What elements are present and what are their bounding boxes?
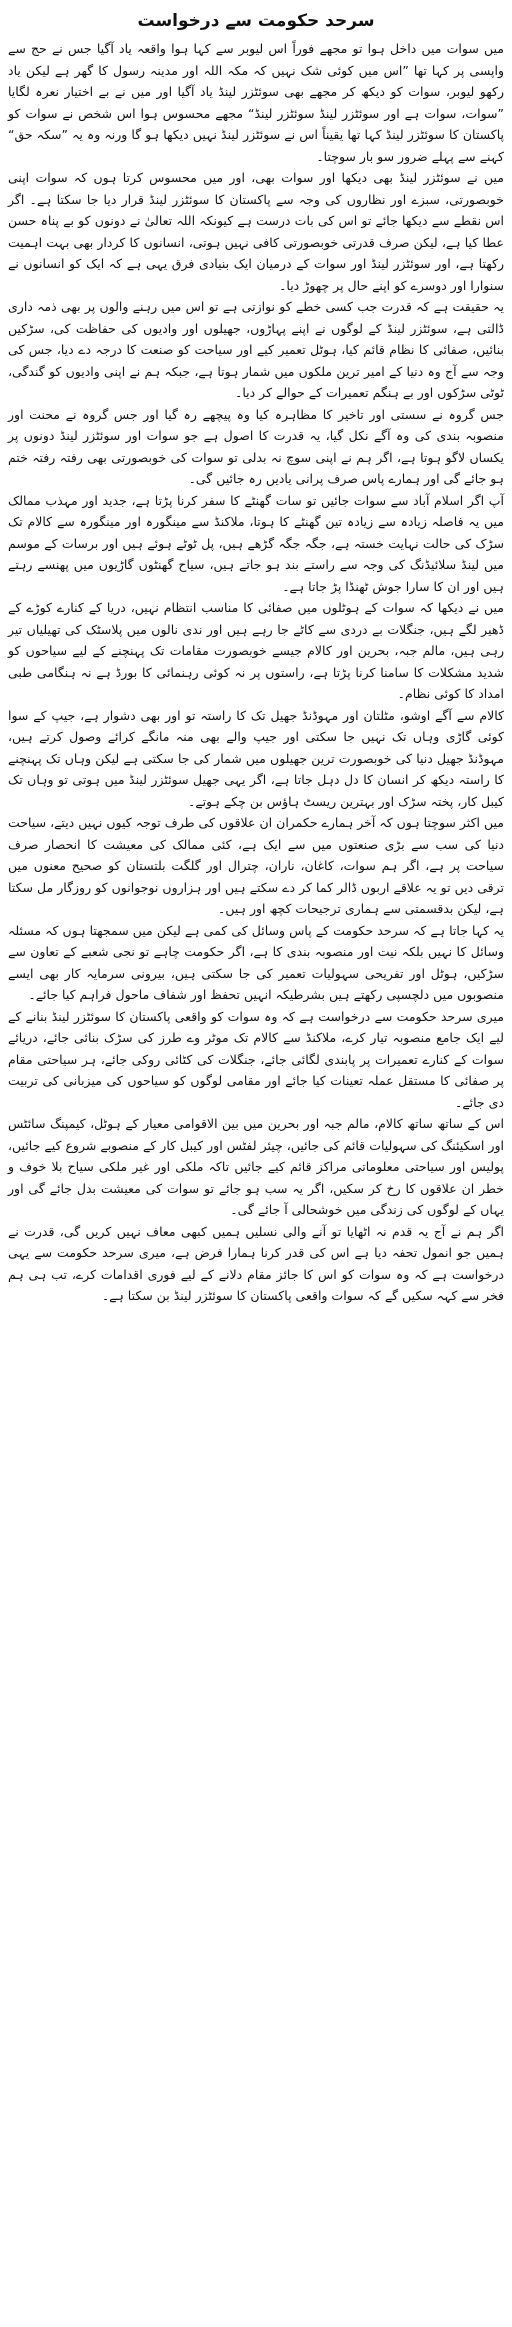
paragraph-11: اس کے ساتھ ساتھ کالام، مالم جبہ اور بحرین میں بین الاقوامی معیار کے ہوٹل، کیمپنگ سائٹس اور اسکیئنگ کی سہولیات قائم کی جائیں، چیئر لفٹس اور کیبل کار کے منصوبے شروع کیے جائیں، پولیس اور سیاحتی معلوماتی مراکز قائم کیے جائیں تاکہ ملکی اور غیر ملکی سیاح بلا خوف و خطر ان علاقوں کا رخ کر سکیں، اگر یہ سب ہو جائے تو سوات کی معیشت بدل جائے گی اور یہاں کے لوگوں کی زندگی میں خوشحالی آ جائے گی۔ (8, 1116, 504, 1217)
paragraph-4: جس گروہ نے سستی اور تاخیر کا مظاہرہ کیا وہ پیچھے رہ گیا اور جس گروہ نے محنت اور منصوبہ بندی کی وہ آگے نکل گیا، یہ قدرت کا اصول ہے جو سوات اور سوئٹزر لینڈ دونوں پر یکساں لاگو ہوتا ہے، اگر ہم نے اپنی سوچ نہ بدلی تو سوات کی خوبصورتی بھی رفتہ رفتہ ختم ہو جائے گی اور ہمارے پاس صرف پرانی یادیں رہ جائیں گی۔ (8, 406, 504, 486)
paragraph-2: میں نے سوئٹزر لینڈ بھی دیکھا اور سوات بھی، اور میں محسوس کرتا ہوں کہ سوات اپنی خوبصورتی، سبزے اور نظاروں کی وجہ سے پاکستان کا سوئٹزر لینڈ قرار دیا جا سکتا ہے۔ اگر اس نقطے سے دیکھا جائے تو اس کی بات درست ہے کیونکہ اللہ تعالیٰ نے دونوں کو بے پناہ حسن عطا کیا ہے، لیکن صرف قدرتی خوبصورتی کافی نہیں ہوتی، انسانوں کا کردار بھی بہت اہمیت رکھتا ہے، اور سوئٹزر لینڈ اور سوات کے درمیان ایک بنیادی فرق یہی ہے کہ ایک کو انسانوں نے سنوارا اور دوسرے کو اپنے حال پر چھوڑ دیا۔ (8, 170, 504, 293)
paragraph-1: میں سوات میں داخل ہوا تو مجھے فوراً اس لیوبر سے کہا ہوا واقعہ یاد آگیا جس نے حج سے واپسی پر کہا تھا ”اس میں کوئی شک نہیں کہ مکہ اللہ اور مدینہ رسول کا گھر ہے لیکن یاد رکھو لیوبر، سوات کو دیکھ کر مجھے بھی سوئٹزر لینڈ یاد آگیا اور میں نے بے اختیار نعرہ لگایا ”سوات، سوات ہے اور سوئٹزر لینڈ سوئٹزر لینڈ“ مجھے محسوس ہوا اس شخص نے سوات کو پاکستان کا سوئٹزر لینڈ کہا تھا یقیناً اس نے سوئٹزر لینڈ نہیں دیکھا ہو گا ورنہ وہ یہ ”سکہ حق“ کہنے سے پہلے ضرور سو بار سوچتا۔ (8, 41, 504, 164)
paragraph-12: اگر ہم نے آج یہ قدم نہ اٹھایا تو آنے والی نسلیں ہمیں کبھی معاف نہیں کریں گی، قدرت نے ہمیں جو انمول تحفہ دیا ہے اس کی قدر کرنا ہمارا فرض ہے، میری سرحد حکومت سے یہی درخواست ہے کہ وہ سوات کو اس کا جائز مقام دلانے کے لیے فوری اقدامات کرے، تب ہی ہم فخر سے کہہ سکیں گے کہ سوات واقعی پاکستان کا سوئٹزر لینڈ بن سکتا ہے۔ (8, 1223, 504, 1303)
paragraph-6: میں نے دیکھا کہ سوات کے ہوٹلوں میں صفائی کا مناسب انتظام نہیں، دریا کے کنارے کوڑے کے ڈھیر لگے ہیں، جنگلات بے دردی سے کاٹے جا رہے ہیں اور ندی نالوں میں پلاسٹک کی تھیلیاں تیر رہی ہیں، مالم جبہ، بحرین اور کالام جیسے خوبصورت مقامات تک پہنچنے کے لیے سیاحوں کو شدید مشکلات کا سامنا کرنا پڑتا ہے، راستوں پر نہ کوئی رہنمائی کا بورڈ ہے نہ ہنگامی طبی امداد کا کوئی نظام۔ (8, 600, 504, 701)
article-title: سرحد حکومت سے درخواست (137, 11, 375, 31)
paragraph-5: آپ اگر اسلام آباد سے سوات جائیں تو سات گھنٹے کا سفر کرنا پڑتا ہے، جدید اور مہذب ممالک میں یہ فاصلہ زیادہ سے زیادہ تین گھنٹے کا ہوتا، ملاکنڈ سے مینگورہ اور مینگورہ سے کالام تک سڑک کی حالت نہایت خستہ ہے، جگہ جگہ گڑھے ہیں، پل ٹوٹے ہوئے ہیں اور برسات کے موسم میں لینڈ سلائیڈنگ کی وجہ سے راستے بند ہو جاتے ہیں، سیاح گھنٹوں گاڑیوں میں پھنسے رہتے ہیں اور ان کا سارا جوش ٹھنڈا پڑ جاتا ہے۔ (8, 492, 504, 594)
paragraph-7: کالام سے آگے اوشو، مٹلتان اور مہوڈنڈ جھیل تک کا راستہ تو اور بھی دشوار ہے، جیپ کے سوا کوئی گاڑی وہاں تک نہیں جا سکتی اور جیپ والے بھی منہ مانگے کرائے وصول کرتے ہیں، مہوڈنڈ جھیل دنیا کی خوبصورت ترین جھیلوں میں شمار کی جا سکتی ہے لیکن وہاں تک پہنچنے کا راستہ دیکھ کر انسان کا دل دہل جاتا ہے، اگر یہی جھیل سوئٹزر لینڈ میں ہوتی تو وہاں تک کیبل کار، پختہ سڑک اور بہترین ریسٹ ہاؤس بن چکے ہوتے۔ (8, 707, 504, 809)
paragraph-9: یہ کہا جاتا ہے کہ سرحد حکومت کے پاس وسائل کی کمی ہے لیکن میں سمجھتا ہوں کہ مسئلہ وسائل کا نہیں بلکہ نیت اور منصوبہ بندی کا ہے، اگر حکومت چاہے تو نجی شعبے کے تعاون سے سڑکیں، ہوٹل اور تفریحی سہولیات تعمیر کی جا سکتی ہیں، بیرونی سرمایہ کار بھی ایسے منصوبوں میں دلچسپی رکھتے ہیں بشرطیکہ انہیں تحفظ اور شفاف ماحول فراہم کیا جائے۔ (8, 922, 504, 1002)
paragraph-3: یہ حقیقت ہے کہ قدرت جب کسی خطے کو نوازتی ہے تو اس میں رہنے والوں پر بھی ذمہ داری ڈالتی ہے، سوئٹزر لینڈ کے لوگوں نے اپنے پہاڑوں، جھیلوں اور وادیوں کی حفاظت کی، سڑکیں بنائیں، صفائی کا نظام قائم کیا، ہوٹل تعمیر کیے اور سیاحت کو صنعت کا درجہ دے دیا، جس کی وجہ سے آج وہ دنیا کے امیر ترین ملکوں میں شمار ہوتا ہے، جبکہ ہم نے اپنی وادیوں کو گندگی، ٹوٹی سڑکوں اور بے ہنگم تعمیرات کے حوالے کر دیا۔ (8, 299, 504, 400)
paragraph-8: میں اکثر سوچتا ہوں کہ آخر ہمارے حکمران ان علاقوں کی طرف توجہ کیوں نہیں دیتے، سیاحت دنیا کی سب سے بڑی صنعتوں میں سے ایک ہے، کئی ممالک کی معیشت کا انحصار صرف سیاحت پر ہے، اگر ہم سوات، کاغان، ناران، چترال اور گلگت بلتستان کو صحیح معنوں میں ترقی دیں تو یہ علاقے اربوں ڈالر کما کر دے سکتے ہیں اور ہزاروں نوجوانوں کو روزگار مل سکتا ہے، لیکن بدقسمتی سے ہماری ترجیحات کچھ اور ہیں۔ (8, 815, 504, 916)
paragraph-10: میری سرحد حکومت سے درخواست ہے کہ وہ سوات کو واقعی پاکستان کا سوئٹزر لینڈ بنانے کے لیے ایک جامع منصوبہ تیار کرے، ملاکنڈ سے کالام تک موٹر وے طرز کی سڑک بنائی جائے، دریائے سوات کے کنارے تعمیرات پر پابندی لگائی جائے، جنگلات کی کٹائی روکی جائے، ہر سیاحتی مقام پر صفائی کا مستقل عملہ تعینات کیا جائے اور مقامی لوگوں کو سیاحوں کی میزبانی کی تربیت دی جائے۔ (8, 1008, 504, 1110)
